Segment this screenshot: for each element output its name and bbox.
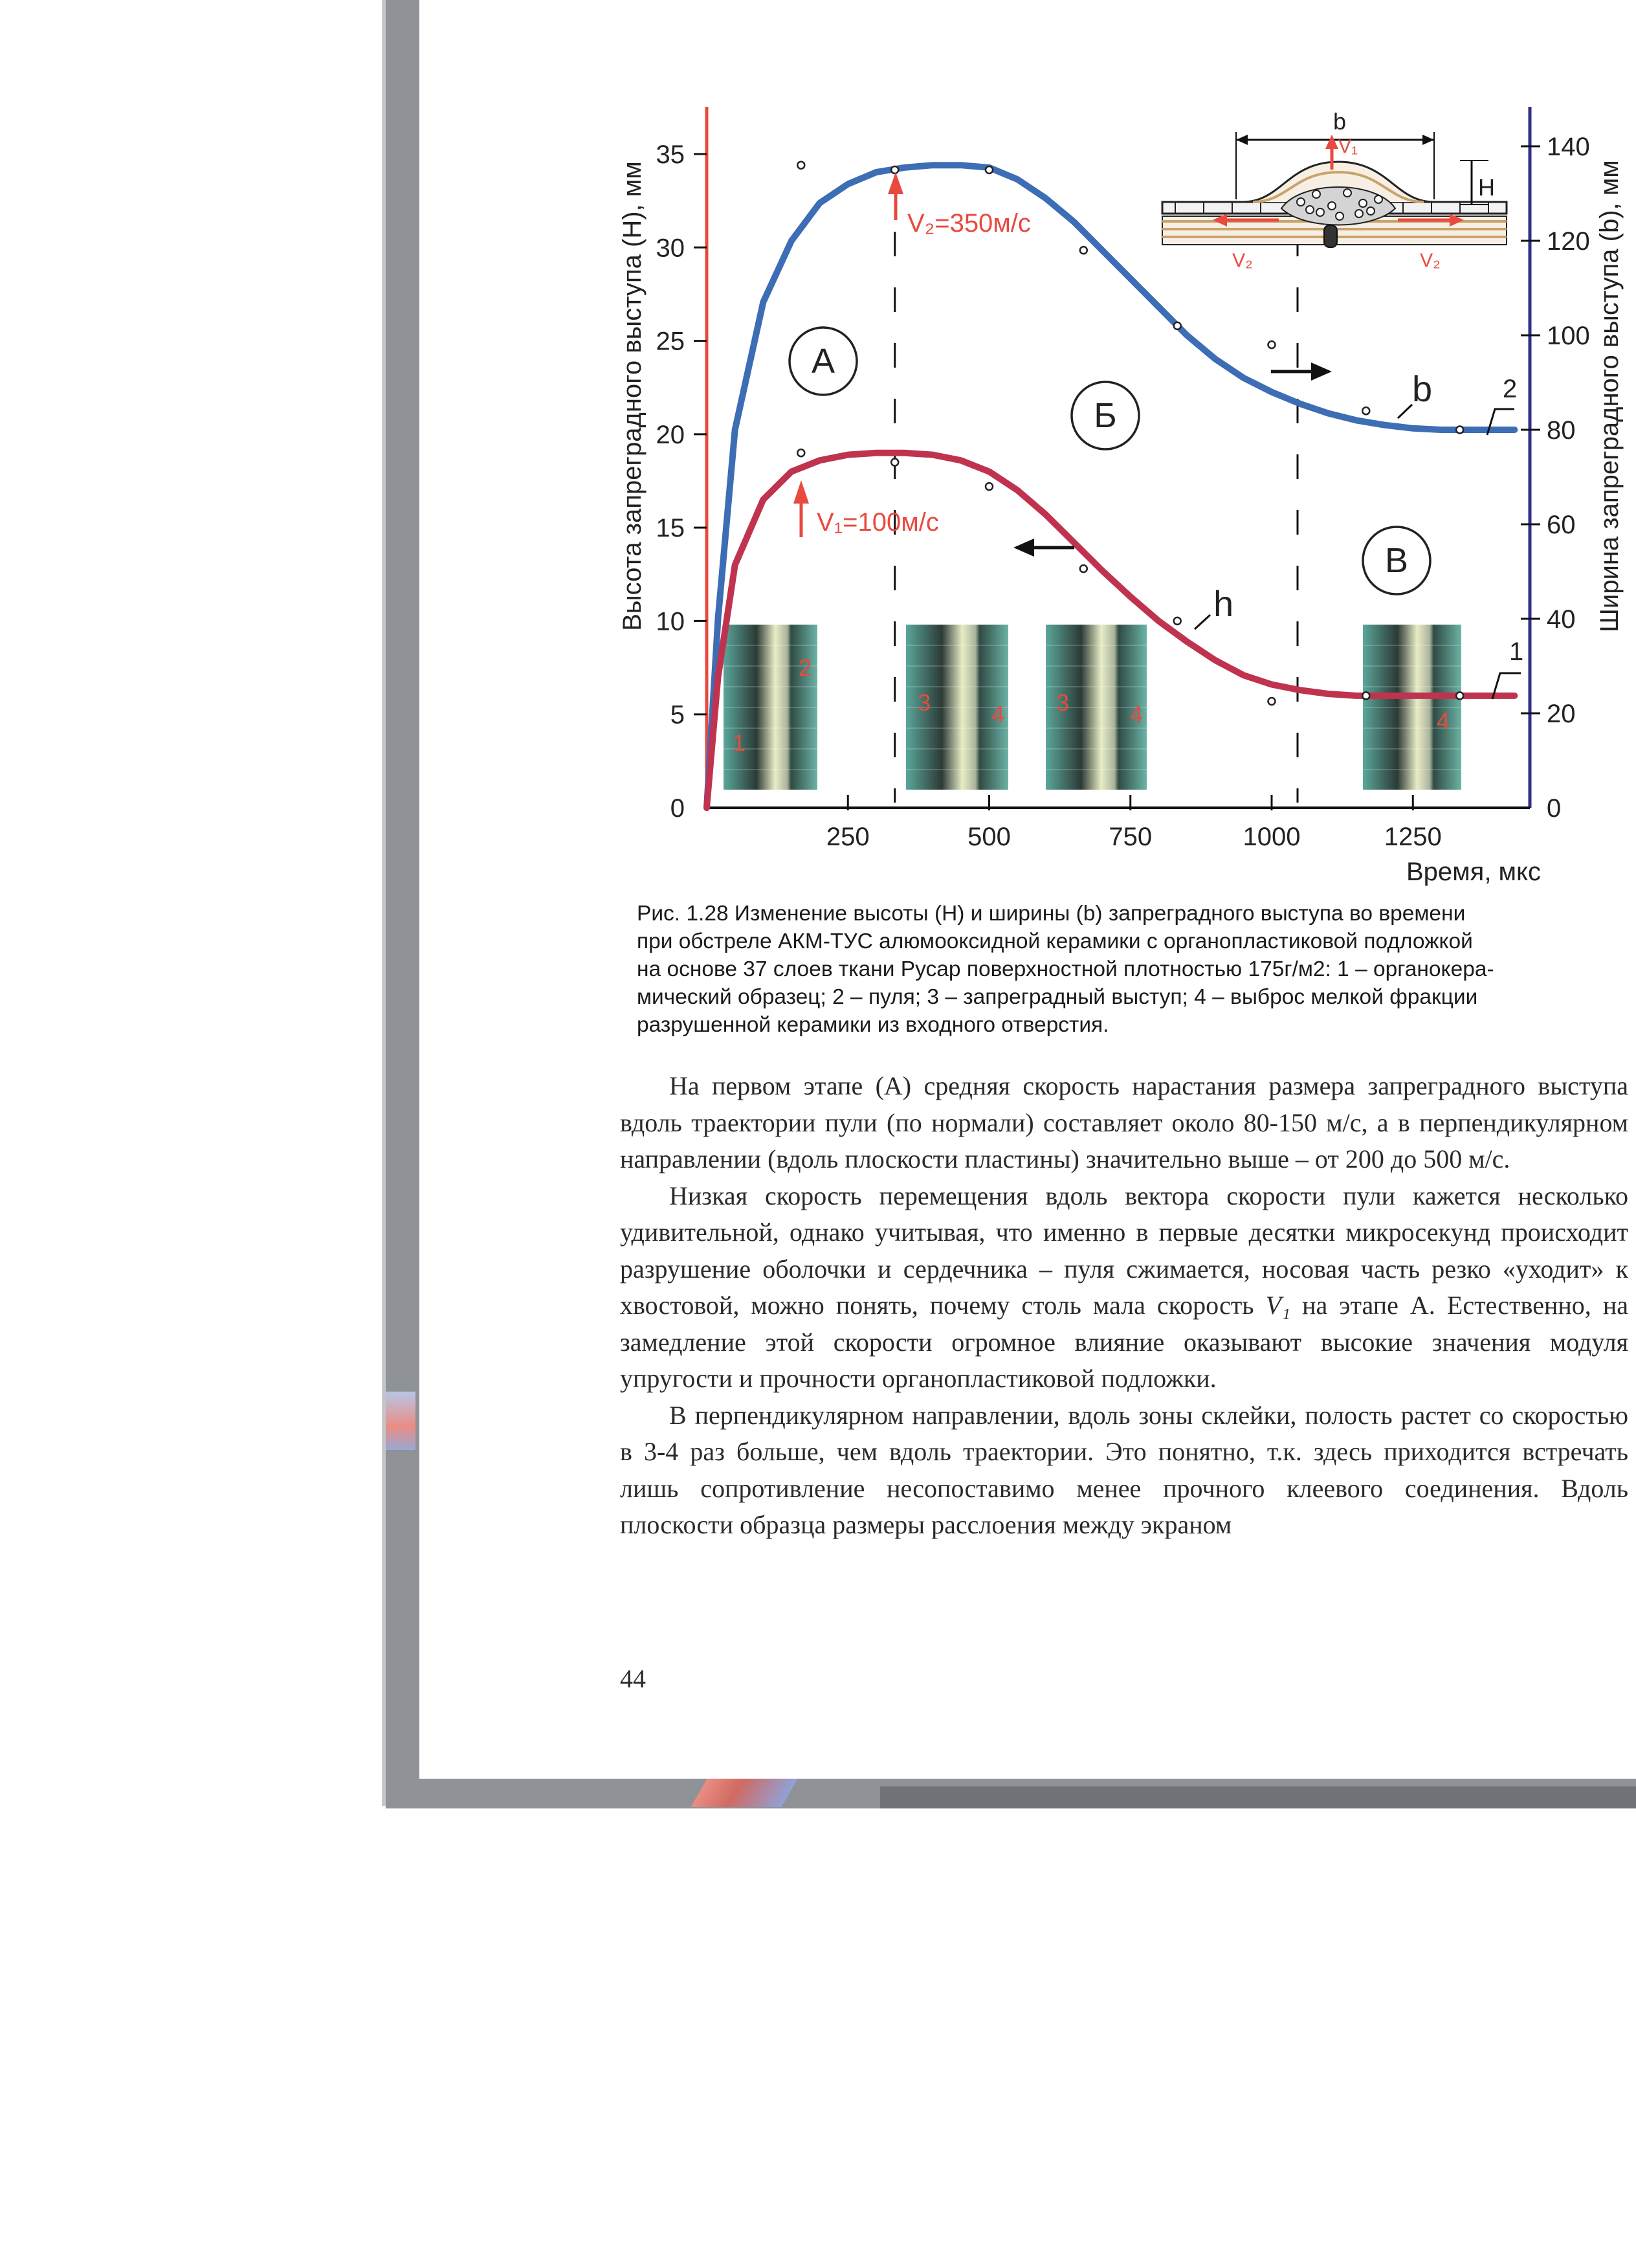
- inset-v1-arrowhead: [1325, 135, 1338, 149]
- inset-v2-left-label: V₂: [1232, 250, 1253, 271]
- y-left-tick-label: 5: [670, 700, 685, 729]
- inset-v2-right-label: V₂: [1420, 250, 1441, 271]
- photo-label: 4: [1130, 701, 1144, 728]
- caption-line: мический образец; 2 – пуля; 3 – запреградный выступ; 4 – выброс мелкой фракции: [637, 985, 1478, 1009]
- y-left-tick-label: 10: [656, 607, 685, 636]
- photo-label: 1: [733, 729, 746, 756]
- y-left-tick-label: 20: [656, 420, 685, 449]
- y-left-tick-label: 15: [656, 514, 685, 543]
- y-right-tick-label: 120: [1547, 227, 1590, 256]
- inset-h-label: H: [1478, 174, 1495, 201]
- y-right-tick-label: 60: [1547, 511, 1576, 539]
- body-text: [620, 1068, 1628, 1544]
- caption-line: на основе 37 слоев ткани Русар поверхностной плотностью 175г/м2: 1 – органокера-: [637, 957, 1494, 981]
- inset-fragment: [1306, 206, 1314, 214]
- v2-arrow-head: [888, 172, 903, 194]
- curve-label-b: b: [1412, 368, 1433, 409]
- data-point-h: [797, 449, 804, 456]
- series-end-label-h: 1: [1509, 638, 1524, 666]
- cover-color-accent: [386, 1392, 415, 1450]
- paragraph: На первом этапе (А) средняя скорость нарастания размера запреградного выступа вдоль траектории пули (по нормали) составляет около 80-150 м/с, а в перпендикулярном направлении (вдоль плоскости пластины) значительно выше – от 200 до 500 м/с.: [620, 1071, 1628, 1173]
- x-tick-label: 1250: [1384, 823, 1442, 851]
- inset-fragment: [1336, 212, 1343, 220]
- region-label: Б: [1094, 396, 1117, 435]
- figure-caption: [637, 900, 1620, 1039]
- paragraph-text: на этапе А. Естественно, на замедление этой скорости огромное влияние оказывают высокие значения модуля упругости и прочности органопластиковой подложки.: [620, 1291, 1628, 1393]
- x-tick-label: 1000: [1243, 823, 1301, 851]
- chart: [0, 0, 1636, 900]
- curve-label-h: h: [1213, 583, 1234, 624]
- inset-fragment: [1375, 195, 1382, 203]
- inset-b-label: b: [1332, 108, 1347, 135]
- y-right-tick-label: 0: [1547, 794, 1562, 823]
- inset-fragment: [1355, 210, 1363, 217]
- y-right-axis-label: Ширина запреградного выступа (b), мм: [1595, 160, 1624, 632]
- data-point-b: [1456, 427, 1463, 434]
- data-point-h: [1174, 617, 1181, 625]
- velocity-variable: V₁: [1265, 1291, 1290, 1320]
- data-point-h: [1080, 565, 1087, 572]
- data-point-b: [1174, 322, 1181, 329]
- y-right-tick-label: 20: [1547, 700, 1576, 728]
- y-right-tick-label: 100: [1547, 322, 1590, 350]
- v2-label: V₂=350м/с: [907, 209, 1031, 238]
- photo-strip: [724, 625, 817, 790]
- caption-line: разрушенной керамики из входного отверстия.: [637, 1013, 1109, 1037]
- y-left-tick-label: 35: [656, 140, 685, 169]
- cover-color-accent-bottom: [691, 1779, 797, 1807]
- y-left-tick-label: 30: [656, 234, 685, 263]
- y-right-tick-label: 80: [1547, 416, 1576, 445]
- paragraph-text: Низкая скорость перемещения вдоль вектора скорости пули кажется несколько удивительной, однако учитывая, что именно в первые десятки микросекунд происходит разрушение оболочки и сердечника – пуля сжимается, носовая часть резко «уходит» к хвостовой, можно понять, почему столь мала скорость: [620, 1181, 1628, 1320]
- y-left-tick-label: 0: [670, 794, 685, 823]
- y-left-tick-label: 25: [656, 327, 685, 356]
- inset-fragment: [1367, 207, 1375, 215]
- x-axis-label: Время, мкс: [1406, 858, 1541, 886]
- data-point-b: [891, 166, 898, 173]
- data-point-h: [891, 459, 898, 466]
- data-point-h: [1456, 692, 1463, 699]
- inset-b-arrow-left: [1236, 135, 1248, 145]
- inset-b-arrow-right: [1422, 135, 1434, 145]
- inset-fragment: [1328, 202, 1336, 210]
- impact-diagram-inset: [1162, 108, 1507, 271]
- inset-fragment: [1359, 199, 1367, 207]
- caption-line: Рис. 1.28 Изменение высоты (H) и ширины (b) запреградного выступа во времени: [637, 902, 1466, 926]
- y-left-axis-label: Высота запреградного выступа (Н), мм: [618, 161, 647, 631]
- page-number: 44: [620, 1664, 646, 1693]
- data-point-b: [1080, 247, 1087, 254]
- x-tick-label: 500: [967, 823, 1011, 851]
- data-point-b: [986, 166, 993, 173]
- b-direction-arrowhead: [1311, 362, 1332, 381]
- curve-label-b-leader: [1398, 405, 1412, 418]
- inset-bullet: [1324, 225, 1337, 247]
- paragraph: В перпендикулярном направлении, вдоль зоны склейки, полость растет со скоростью в 3-4 раз больше, чем вдоль траектории. Это понятно, т.к. здесь приходится встречать лишь сопротивление несопоставимо менее прочного клеевого соединения. Вдоль плоскости образца размеры расслоения между экраном: [620, 1400, 1628, 1539]
- data-point-h: [1362, 692, 1369, 699]
- photo-strips: [724, 625, 1461, 790]
- data-point-b: [797, 162, 804, 169]
- photo-label: 2: [799, 654, 812, 681]
- data-point-b: [1268, 341, 1276, 348]
- paragraph: [620, 1178, 1628, 1397]
- inset-fragment: [1316, 208, 1324, 216]
- inset-fragment: [1343, 189, 1351, 197]
- data-point-b: [1362, 407, 1369, 414]
- page-bottom-stripe-dark: [880, 1786, 1636, 1808]
- x-tick-label: 250: [826, 823, 870, 851]
- v1-arrow-head: [793, 480, 809, 504]
- y-right-tick-label: 140: [1547, 133, 1590, 161]
- photo-label: 3: [918, 689, 931, 716]
- caption-line: при обстреле АКМ-ТУС алюмооксидной керамики с органопластиковой подложкой: [637, 929, 1473, 953]
- inset-fragment: [1297, 198, 1305, 206]
- region-label: А: [811, 342, 835, 381]
- y-right-tick-label: 40: [1547, 605, 1576, 634]
- series-end-label-b: 2: [1503, 375, 1518, 403]
- x-tick-label: 750: [1109, 823, 1153, 851]
- photo-label: 4: [991, 701, 1005, 728]
- curve-label-h-leader: [1195, 615, 1210, 629]
- h-direction-arrowhead: [1013, 539, 1034, 557]
- data-point-h: [986, 483, 993, 490]
- v1-label: V₁=100м/с: [817, 508, 939, 537]
- inset-fragment: [1312, 190, 1320, 198]
- region-label: В: [1384, 541, 1409, 580]
- photo-label: 3: [1056, 689, 1070, 716]
- inset-v1-label: V₁: [1338, 136, 1358, 157]
- photo-label: 4: [1437, 707, 1450, 734]
- data-point-h: [1268, 698, 1276, 705]
